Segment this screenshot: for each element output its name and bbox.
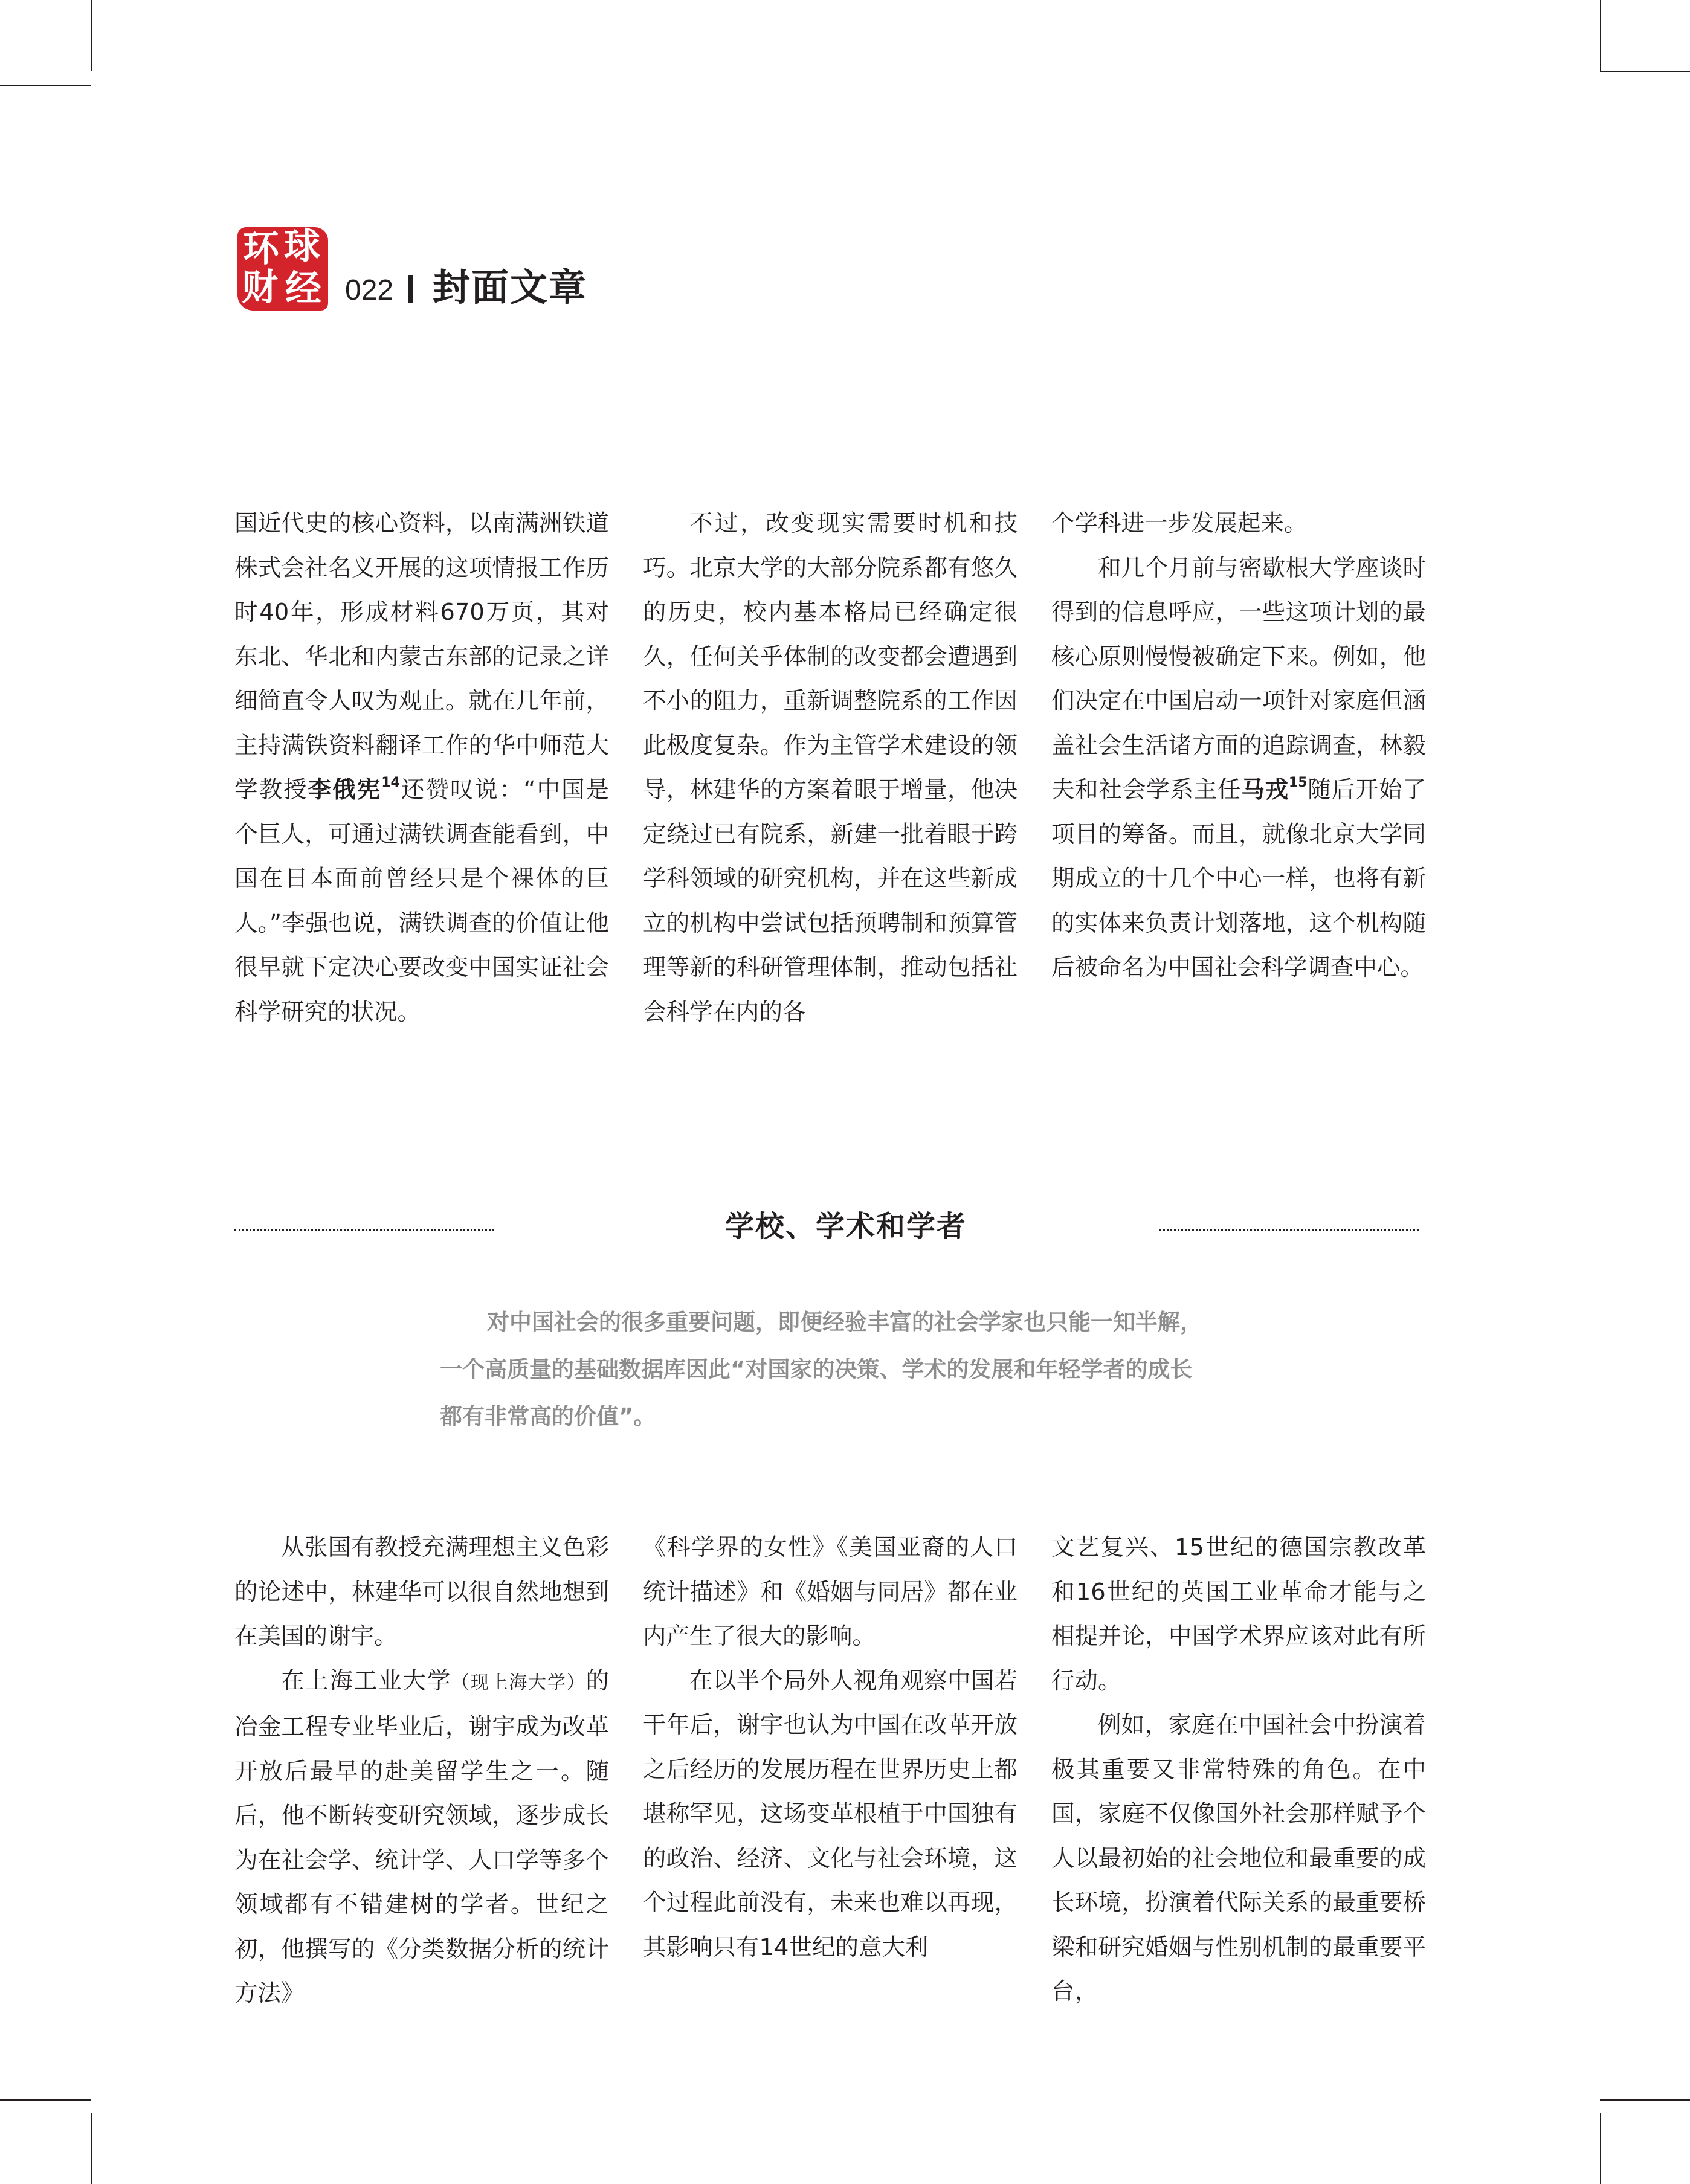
crop-mark-top-right-h bbox=[1600, 71, 1690, 72]
parenthetical-note: （现上海大学） bbox=[451, 1672, 586, 1693]
paragraph: 《科学界的女性》《美国亚裔的人口统计描述》和《婚姻与同居》都在业内产生了很大的影响。 bbox=[643, 1534, 1018, 1650]
crop-mark-bottom-right-h bbox=[1600, 2099, 1690, 2101]
person-name: 李俄宪 bbox=[308, 776, 382, 804]
subheading-rule-left bbox=[234, 1229, 494, 1231]
pull-quote-line: 一个高质量的基础数据库因此“对国家的决策、学术的发展和年轻学者的成长 bbox=[440, 1356, 1193, 1382]
bottom-column-2 bbox=[643, 1525, 1018, 1970]
crop-mark-bottom-left-h bbox=[0, 2099, 91, 2101]
logo-char: 财 bbox=[242, 266, 278, 309]
page-header bbox=[237, 222, 721, 319]
pull-quote bbox=[440, 1299, 1250, 1440]
paragraph: 例如，家庭在中国社会中扮演着极其重要又非常特殊的角色。在中国，家庭不仅像国外社会那样赋予个人以最初始的社会地位和最重要的成长环境，扮演着代际关系的最重要桥梁和研究婚姻与性别机制的最重要平台， bbox=[1051, 1712, 1426, 2005]
bottom-column-1 bbox=[234, 1525, 609, 2016]
paragraph: 文艺复兴、15世纪的德国宗教改革和16世纪的英国工业革命才能与之相提并论，中国学术界应该对此有所行动。 bbox=[1051, 1534, 1426, 1695]
paragraph: 不过，改变现实需要时机和技巧。北京大学的大部分院系都有悠久的历史，校内基本格局已经确定很久，任何关乎体制的改变都会遭遇到不小的阻力，重新调整院系的工作因此极度复杂。作为主管学术建设的领导，林建华的方案着眼于增量，他决定绕过已有院系，新建一批着眼于跨学科领域的研究机构，并在这些新成立的机构中尝试包括预聘制和预算管理等新的科研管理体制，推动包括社会科学在内的各 bbox=[643, 510, 1018, 1026]
magazine-logo bbox=[237, 227, 328, 311]
pull-quote-line: 都有非常高的价值”。 bbox=[440, 1403, 656, 1429]
subheading-rule-right bbox=[1159, 1229, 1419, 1231]
paragraph: 在上海工业大学（现上海大学）的冶金工程专业毕业后，谢宇成为改革开放后最早的赴美留学生之一。随后，他不断转变研究领域，逐步成长为在社会学、统计学、人口学等多个领域都有不错建树的学者。世纪之初，他撰写的《分类数据分析的统计方法》 bbox=[234, 1667, 609, 2007]
footnote-marker: 15 bbox=[1288, 775, 1308, 790]
pull-quote-line: 对中国社会的很多重要问题，即便经验丰富的社会学家也只能一知半解， bbox=[487, 1309, 1202, 1335]
page-number: 022 bbox=[345, 274, 394, 306]
subheading: 学校、学术和学者 bbox=[724, 1210, 967, 1243]
crop-mark-bottom-right-v bbox=[1600, 2113, 1601, 2184]
paragraph: 个学科进一步发展起来。 bbox=[1051, 510, 1308, 537]
logo-char: 环 bbox=[243, 228, 279, 270]
crop-mark-top-right-v bbox=[1600, 0, 1601, 71]
header-separator bbox=[408, 275, 413, 303]
paragraph: 在以半个局外人视角观察中国若干年后，谢宇也认为中国在改革开放之后经历的发展历程在世界历史上都堪称罕见，这场变革根植于中国独有的政治、经济、文化与社会环境，这个过程此前没有，未来也难以再现，其影响只有14世纪的意大利 bbox=[643, 1667, 1018, 1961]
crop-mark-top-left-h bbox=[0, 85, 91, 86]
bottom-column-3 bbox=[1051, 1525, 1426, 2014]
paragraph: 国近代史的核心资料，以南满洲铁道株式会社名义开展的这项情报工作历时40年，形成材料670万页，其对东北、华北和内蒙古东部的记录之详细简直令人叹为观止。就在几年前，主持满铁资料翻译工作的华中师范大学教授李俄宪$^{14}$还赞叹说：“中国是个巨人，可通过满铁调查能看到，中国在日本面前曾经只是个裸体的巨人。”李强也说，满铁调查的价值让他很早就下定决心要改变中国实证社会科学研究的状况。 bbox=[234, 510, 609, 1026]
top-column-2 bbox=[643, 501, 1018, 1034]
footnote-marker: 14 bbox=[381, 775, 400, 790]
paragraph: 从张国有教授充满理想主义色彩的论述中，林建华可以很自然地想到在美国的谢宇。 bbox=[234, 1534, 609, 1650]
logo-char: 经 bbox=[285, 268, 321, 310]
logo-char: 球 bbox=[284, 225, 320, 268]
person-name: 马戎 bbox=[1241, 776, 1289, 804]
top-column-3 bbox=[1051, 501, 1426, 990]
crop-mark-bottom-left-v bbox=[91, 2113, 92, 2184]
paragraph: 和几个月前与密歇根大学座谈时得到的信息呼应，一些这项计划的最核心原则慢慢被确定下来。例如，他们决定在中国启动一项针对家庭但涵盖社会生活诸方面的追踪调查，林毅夫和社会学系主任马戎$^{15}$随后开始了项目的筹备。而且，就像北京大学同期成立的十几个中心一样，也将有新的实体来负责计划落地，这个机构随后被命名为中国社会科学调查中心。 bbox=[1051, 554, 1426, 981]
top-column-1 bbox=[234, 501, 609, 1034]
section-title: 封面文章 bbox=[433, 265, 588, 309]
crop-mark-top-left-v bbox=[91, 0, 92, 71]
